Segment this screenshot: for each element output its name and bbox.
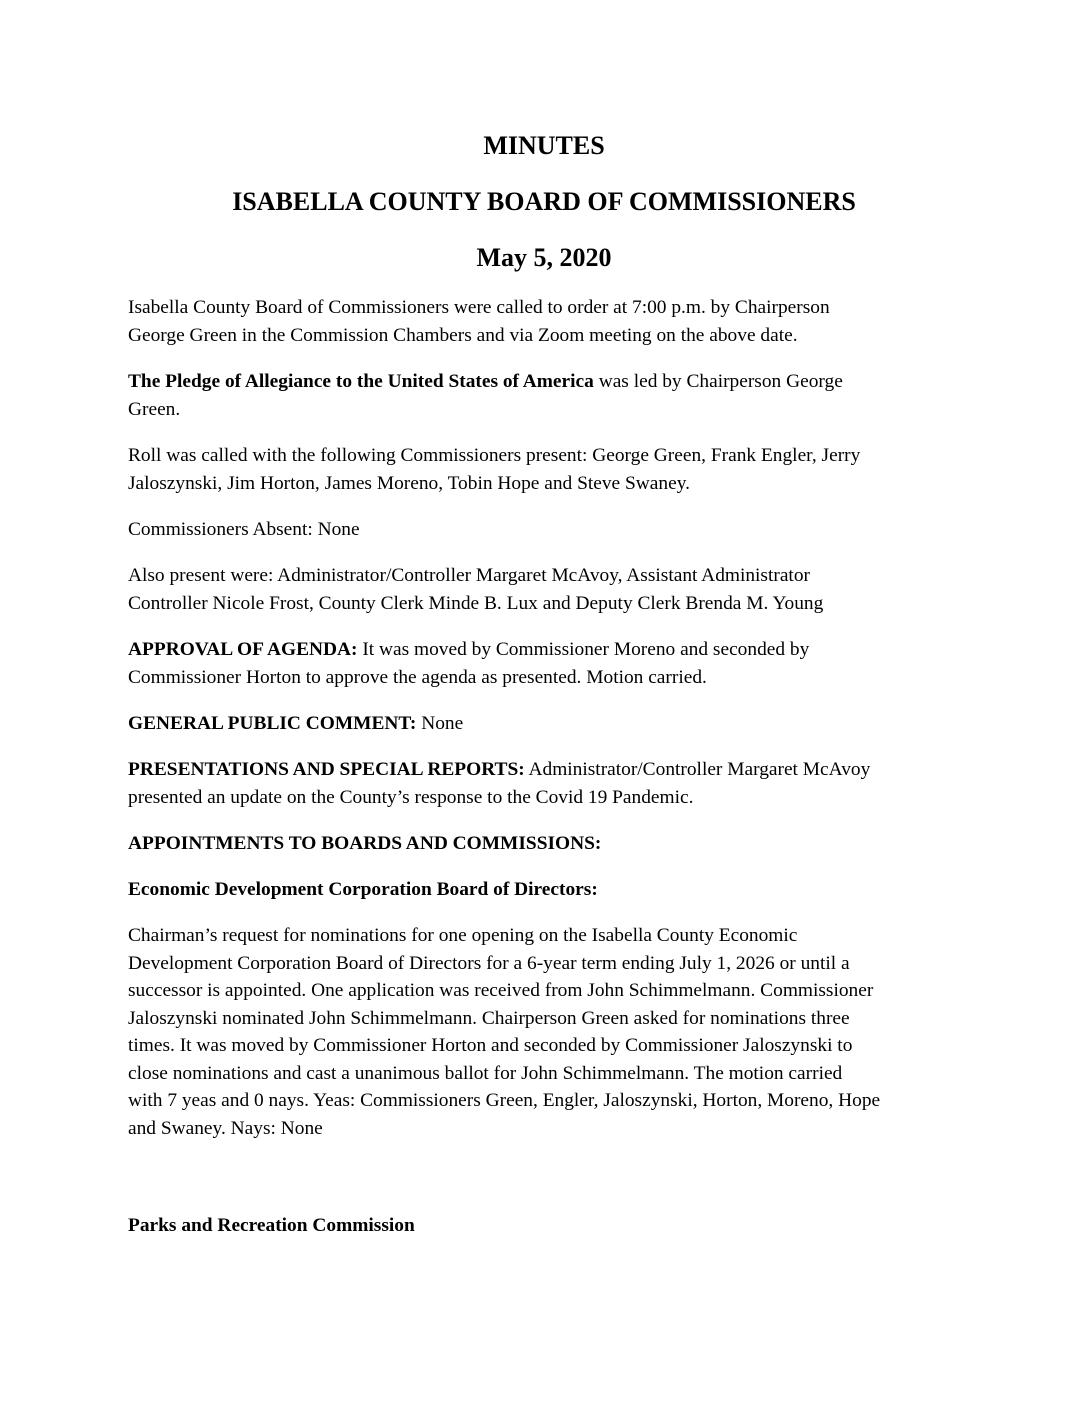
presentations-paragraph xyxy=(128,756,968,811)
pledge-label: The Pledge of Allegiance to the United States of America xyxy=(128,371,594,392)
also-present-paragraph xyxy=(128,562,968,617)
appointments-heading: APPOINTMENTS TO BOARDS AND COMMISSIONS: xyxy=(128,833,602,854)
meeting-date: May 5, 2020 xyxy=(476,243,612,272)
parks-heading: Parks and Recreation Commission xyxy=(128,1215,415,1236)
public-comment-paragraph xyxy=(128,710,968,738)
text-line: Isabella County Board of Commissioners were called to order at 7:00 p.m. by Chairperson xyxy=(128,297,830,318)
edc-heading: Economic Development Corporation Board of Directors: xyxy=(128,879,598,900)
text-line: Development Corporation Board of Directors for a 6-year term ending July 1, 2026 or until a xyxy=(128,952,850,974)
text-run: was led by Chairperson George xyxy=(593,371,843,392)
text-line: Jaloszynski, Jim Horton, James Moreno, Tobin Hope and Steve Swaney. xyxy=(128,472,690,494)
text-run: It was moved by Commissioner Moreno and seconded by xyxy=(357,639,810,660)
text-run: None xyxy=(416,713,464,734)
text-line: with 7 yeas and 0 nays. Yeas: Commissioners Green, Engler, Jaloszynski, Horton, Moreno, Hope xyxy=(128,1090,881,1111)
roll-call-paragraph xyxy=(128,442,968,497)
text-line: Jaloszynski nominated John Schimmelmann. Chairperson Green asked for nominations three xyxy=(128,1007,850,1029)
agenda-label: APPROVAL OF AGENDA: xyxy=(128,639,358,660)
text-line: Green. xyxy=(128,398,181,420)
absent-paragraph xyxy=(128,516,968,544)
text-line: successor is appointed. One application was received from John Schimmelmann. Commissioner xyxy=(128,980,874,1001)
text-line: Commissioners Absent: None xyxy=(128,519,360,540)
text-line: Chairman’s request for nominations for one opening on the Isabella County Economic xyxy=(128,925,798,946)
public-comment-label: GENERAL PUBLIC COMMENT: xyxy=(128,713,417,734)
text-line: and Swaney. Nays: None xyxy=(128,1117,323,1139)
text-run: Administrator/Controller Margaret McAvoy xyxy=(524,759,871,780)
text-line: Controller Nicole Frost, County Clerk Minde B. Lux and Deputy Clerk Brenda M. Young xyxy=(128,592,824,614)
text-line: close nominations and cast a unanimous ballot for John Schimmelmann. The motion carried xyxy=(128,1062,843,1084)
text-line: Commissioner Horton to approve the agenda as presented. Motion carried. xyxy=(128,666,707,688)
text-line: times. It was moved by Commissioner Horton and seconded by Commissioner Jaloszynski to xyxy=(128,1035,853,1056)
text-line: Also present were: Administrator/Controller Margaret McAvoy, Assistant Administrator xyxy=(128,565,810,586)
organization-heading: ISABELLA COUNTY BOARD OF COMMISSIONERS xyxy=(232,187,856,216)
approval-of-agenda-paragraph xyxy=(128,636,968,691)
pledge-paragraph xyxy=(128,368,968,423)
presentations-label: PRESENTATIONS AND SPECIAL REPORTS: xyxy=(128,759,525,780)
document-title: MINUTES xyxy=(483,131,605,160)
edc-nomination-paragraph xyxy=(128,922,968,1142)
call-to-order-paragraph xyxy=(128,294,968,349)
text-line: George Green in the Commission Chambers and via Zoom meeting on the above date. xyxy=(128,324,798,346)
text-line: presented an update on the County’s response to the Covid 19 Pandemic. xyxy=(128,786,694,808)
text-line: Roll was called with the following Commissioners present: George Green, Frank Engler, Jerry xyxy=(128,445,861,466)
